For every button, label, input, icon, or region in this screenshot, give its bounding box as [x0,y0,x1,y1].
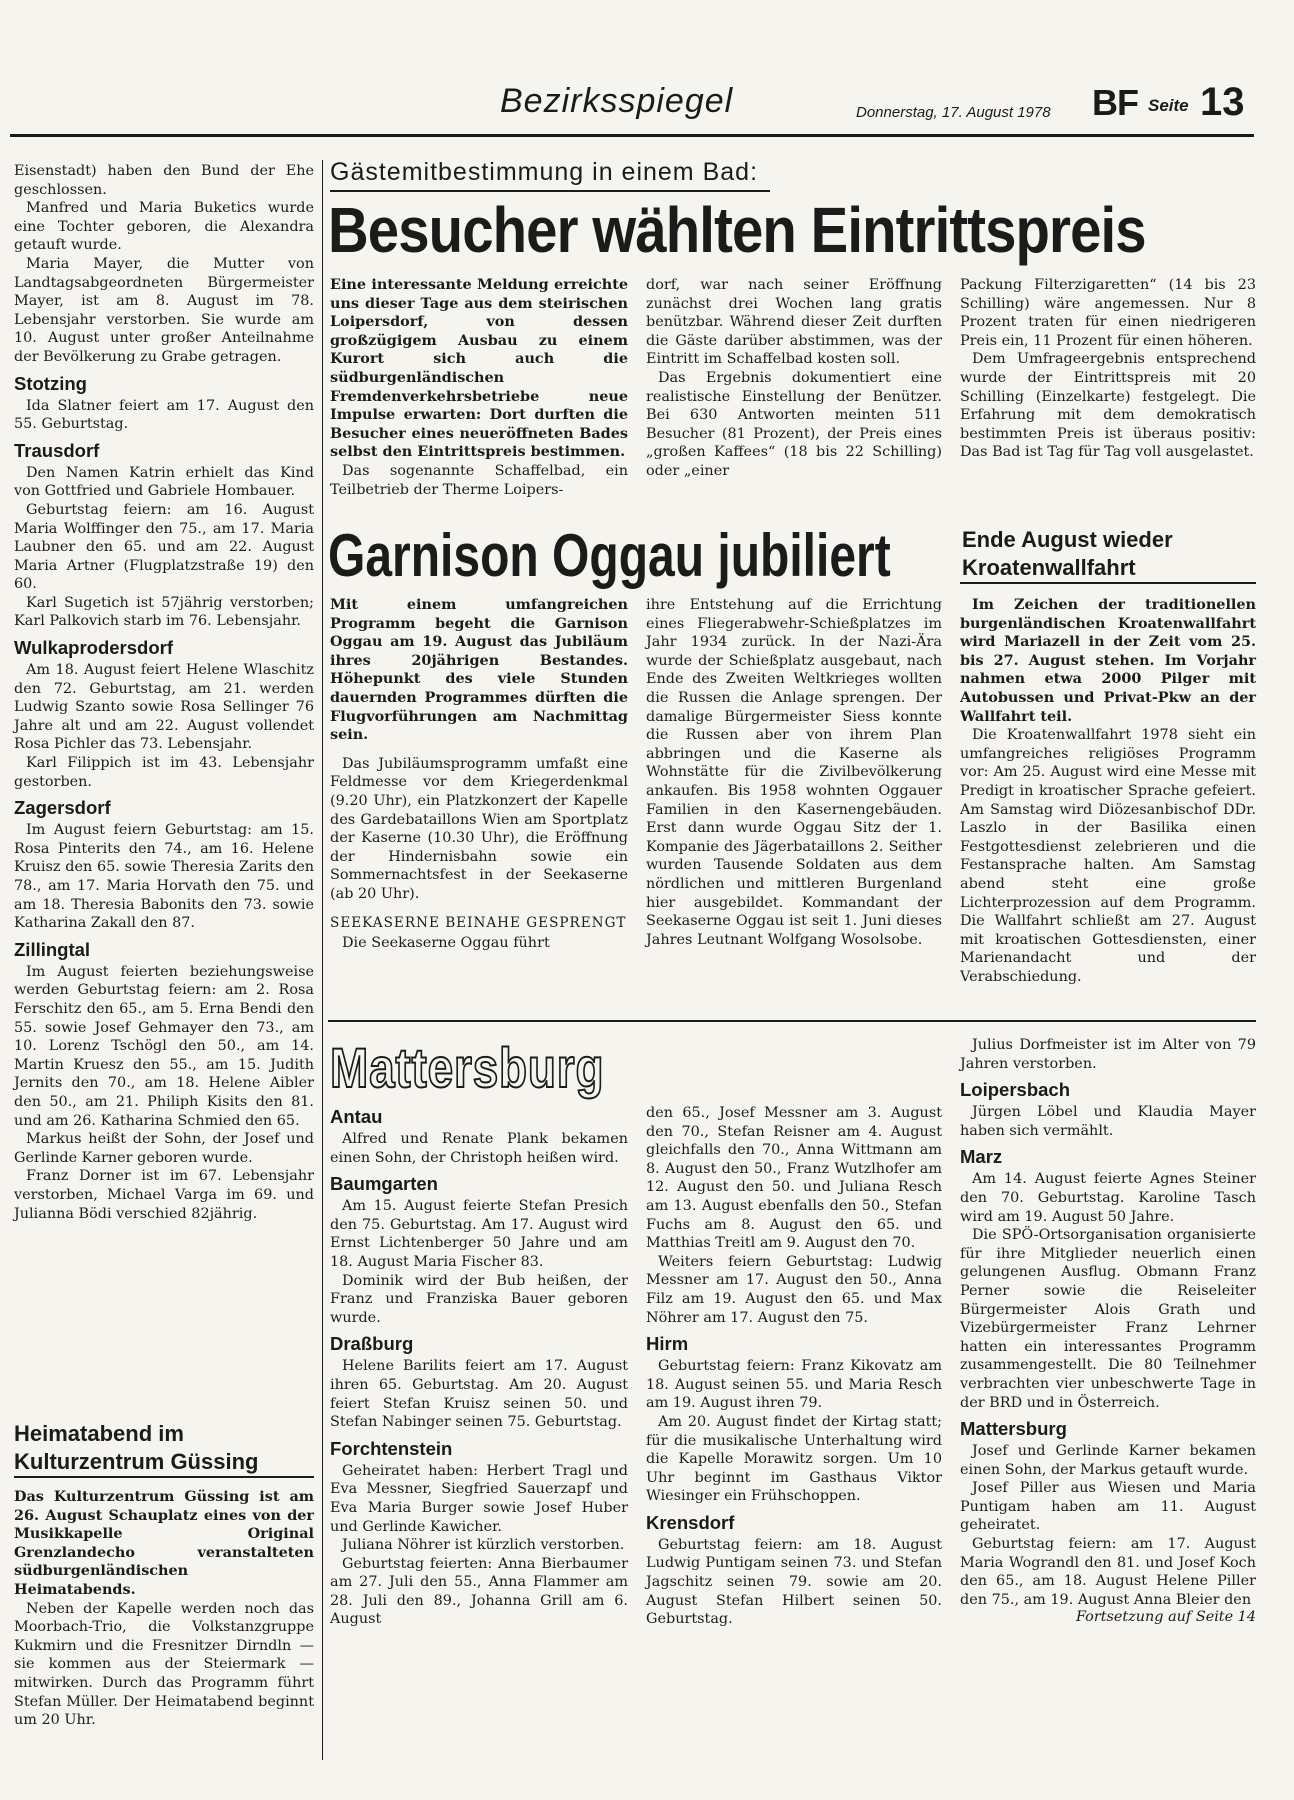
article2-body-end: Die Seekaserne Oggau führt [342,934,550,951]
local-section [14,797,314,933]
place-heading: Loipersbach [960,1079,1070,1101]
place-heading: Draßburg [330,1333,414,1355]
local-section [14,637,314,791]
intro-paragraph: Maria Mayer, die Mutter von Landtagsabgeordneten Bürgermeister Mayer, ist am 8. August im 78. Lebensjahr verstorben. Sie wurde am 10. August unter großer Anteilnahme der Bevölkerung zu Grabe getragen. [14,255,314,365]
masthead-rule [10,134,1254,137]
mattersburg-col2-sections [646,1333,942,1629]
article1-paragraph: Das Ergebnis dokumentiert eine realistische Einstellung der Benützer. Bei 630 Antworten meinten 511 Besucher (81 Prozent), der Preis eines „großen Kaffees“ (18 bis 22 Schilling) oder „einer [646,369,942,479]
box-headline-2: Kulturzentrum Güssing [14,1448,314,1478]
news-paragraph: Den Namen Katrin erhielt das Kind von Gottfried und Gabriele Hombauer. [14,464,314,500]
page-label: Seite [1148,96,1189,115]
intro-paragraph: Manfred und Maria Buketics wurde eine Tochter geboren, die Alexandra getauft wurde. [14,200,314,254]
page-number: 13 [1200,80,1245,124]
place-heading: Mattersburg [960,1418,1067,1440]
local-section [646,1333,942,1506]
article3-headline-1: Ende August wieder [962,527,1173,552]
section-separator [328,1020,1256,1022]
article2-lead: Mit einem umfangreichen Programm begeht die Garnison Oggau am 19. August das Jubiläum ihres 20jährigen Bestandes. Höhepunkt des viele Stunden dauernden Programmes dürften die Flugvorführungen am Nachmittag sein. [330,596,628,744]
mattersburg-col2-continued [646,1104,942,1327]
news-paragraph: Helene Barilits feiert am 17. August ihren 65. Geburtstag. Am 20. August feiert Stefan Kruisz seinen 50. und Stefan Nabinger seinen 75. Geburtstag. [330,1358,628,1431]
news-paragraph: Julius Dorfmeister ist im Alter von 79 Jahren verstorben. [960,1037,1256,1072]
news-paragraph: Karl Sugetich ist 57jährig verstorben; Karl Palkovich starb im 76. Lebensjahr. [14,594,314,630]
local-section [14,440,314,631]
article2-body: Das Jubiläumsprogramm umfaßt eine Feldmesse vor dem Kriegerdenkmal (9.20 Uhr), ein Platzkonzert der Kapelle des Gardebataillons Wien am Sportplatz der Kaserne (10.30 Uhr), die Eröffnung der Hindernisbahn sowie ein Sommernachtsfest in der Seekaserne (ab 20 Uhr). [330,755,628,902]
local-section [330,1173,628,1327]
local-section [14,373,314,434]
section-title: Bezirksspiegel [500,82,734,120]
news-paragraph: Am 18. August feiert Helene Wlaschitz den 72. Geburtstag, am 21. werden Ludwig Szanto sowie Rosa Sellinger 76 Jahre alt und am 22. August vollendet Rosa Pichler das 73. Lebensjahr. [14,662,314,753]
place-heading: Krensdorf [646,1511,735,1533]
news-paragraph: Franz Dorner ist im 67. Lebensjahr verstorben, Michael Varga im 69. und Julianna Bödi verschied 82jährig. [14,1168,314,1222]
news-paragraph: Karl Filippich ist im 43. Lebensjahr gestorben. [14,755,314,790]
news-paragraph: Am 14. August feierte Agnes Steiner den 70. Geburtstag. Karoline Tasch wird am 19. August 50 Jahre. [960,1171,1256,1225]
news-paragraph: Jürgen Löbel und Klaudia Mayer haben sich vermählt. [960,1104,1256,1139]
place-heading: Zagersdorf [14,797,111,819]
news-paragraph: Josef und Gerlinde Karner bekamen einen Sohn, der Markus getauft wurde. [960,1443,1256,1478]
mattersburg-col3-continued [960,1036,1256,1073]
local-section [330,1438,628,1629]
news-paragraph: Am 15. August feierte Stefan Presich den 75. Geburtstag. Am 17. August wird Ernst Lichtenberger 50 Jahre und am 18. August Maria Fischer 83. [330,1198,628,1270]
kicker-underline [330,190,770,192]
place-heading: Baumgarten [330,1173,438,1195]
article3-headline-2: Kroatenwallfahrt [960,554,1256,584]
left-intro [14,162,314,367]
news-paragraph: Die SPÖ-Ortsorganisation organisierte für ihre Mitglieder neuerlich einen gelungenen Ausflug. Obmann Franz Perner sowie die Reiseleiter Bürgermeister Alois Grath und Vizebürgermeister Franz Lehrner hatten ein interessantes Programm zusammengestellt. Die 80 Teilnehmer verbrachten vier unbeschwerte Tage in der BRD und in Österreich. [960,1227,1256,1411]
article1-col3 [960,276,1256,462]
left-column-rule [322,160,323,1760]
mattersburg-col3-sections [960,1079,1256,1609]
news-paragraph: Geburtstag feiern: am 17. August Maria Wograndl den 81. und Josef Koch den 65., am 18. August Helene Piller den 75., am 19. August Anna Bleier den [960,1536,1256,1608]
box-lead: Das Kulturzentrum Güssing ist am 26. August Schauplatz eines von der Musikkapelle Original Grenzlandecho veranstalteten südburgenländischen Heimatabends. [14,1488,314,1598]
article1-lead: Eine interessante Meldung erreichte uns dieser Tage aus dem steirischen Loipersdorf, von dessen großzügigem Ausbau zu einem Kurort sich auch die südburgenländischen Fremdenverkehrsbetriebe neue Impulse erwarten: Dort durften die Besucher eines neueröffneten Bades selbst den Eintrittspreis bestimmen. [330,276,628,461]
article3-lead: Im Zeichen der traditionellen burgenländischen Kroatenwallfahrt wird Mariazell in der Zeit vom 25. bis 27. August stehen. Im Vorjahr nahmen etwa 2000 Pilger mit Autobussen und Privat-Pkw an der Wallfahrt teil. [960,596,1256,725]
local-section [330,1333,628,1431]
place-heading: Antau [330,1106,383,1127]
news-paragraph: Juliana Nöhrer ist kürzlich verstorben. [342,1537,625,1554]
news-paragraph: Geheiratet haben: Herbert Tragl und Eva Messner, Siegfried Sauerzapf und Eva Maria Burger sowie Josef Huber und Gerlinde Kawicher. [330,1462,628,1535]
place-heading: Forchtenstein [330,1437,453,1459]
box-headline-1: Heimatabend im [14,1421,184,1446]
local-section [646,1512,942,1629]
news-paragraph: Ida Slatner feiert am 17. August den 55. Geburtstag. [14,397,314,433]
mattersburg-logo: Mattersburg [330,1036,605,1099]
local-section [330,1106,628,1167]
article2-col2 [646,596,942,949]
heimatabend-box [14,1420,314,1730]
article2-headline: Garnison Oggau jubiliert [328,522,891,589]
article1-paragraph: Dem Umfrageergebnis entsprechend wurde der Eintrittspreis mit 20 Schilling (Einzelkarte) festgelegt. Die Erfahrung mit dem demokratisch bestimmten Preis ist überaus positiv: Das Bad ist Tag für Tag voll ausgelastet. [960,351,1256,461]
article1-col2 [646,276,942,481]
newspaper-logo: BF [1092,82,1138,123]
place-heading: Marz [960,1146,1003,1168]
news-paragraph: Am 20. August findet der Kirtag statt; für die musikalische Unterhaltung wird die Kapelle Morawitz sorgen. Um 10 Uhr beginnt im Gasthaus Viktor Wiesinger ein Frühschoppen. [646,1413,942,1505]
news-paragraph: Alfred und Renate Plank bekamen einen Sohn, der Christoph heißen wird. [330,1131,628,1166]
article3-body: Die Kroatenwallfahrt 1978 sieht ein umfangreiches religiöses Programm vor: Am 25. August wird eine Messe mit Predigt in kroatischer Sprache gefeiert. Am Samstag wird Diözesanbischof DDr. Laszlo in der Basilika einen Festgottesdienst zelebrieren und die Festansprache halten. Am Samstag abend steht eine große Lichterprozession auf dem Programm. Die Wallfahrt schließt am 27. August mit kroatischen Gottesdiensten, einer Marienandacht und der Verabschiedung. [960,727,1256,985]
place-heading: Wulkaprodersdorf [14,637,173,659]
news-paragraph: Markus heißt der Sohn, der Josef und Gerlinde Karner geboren wurde. [14,1131,314,1166]
news-paragraph: Josef Piller aus Wiesen und Maria Puntigam haben am 11. August geheiratet. [960,1480,1256,1534]
issue-date: Donnerstag, 17. August 1978 [856,104,1051,121]
article1-col1 [330,276,628,499]
place-heading: Trausdorf [14,439,100,461]
article1-body: Das sogenannte Schaffelbad, ein Teilbetrieb der Therme Loipers- [330,462,628,498]
local-section [960,1079,1256,1140]
mattersburg-col2 [646,1104,942,1629]
news-paragraph: Geburtstag feiern: am 18. August Ludwig Puntigam seinen 73. und Stefan Jagschitz seinen 79. sowie am 20. August Stefan Hilbert seinen 50. Geburtstag. [646,1536,942,1628]
article3 [960,526,1256,986]
article1-paragraph: Packung Filterzigaretten“ (14 bis 23 Schilling) wäre angemessen. Nur 8 Prozent traten für einen niedrigeren Preis ein, 11 Prozent für einen höheren. [960,277,1256,349]
local-section [960,1418,1256,1609]
news-paragraph: Geburtstag feiern: Franz Kikovatz am 18. August seinen 55. und Maria Resch am 19. August ihren 79. [646,1358,942,1412]
article2-col2-text: ihre Entstehung auf die Errichtung eines Fliegerabwehr-Schießplatzes im Jahr 1934 zurück. In der Nazi-Ära wurde der Schießplatz ausgebaut, nach Ende des Zweiten Weltkrieges wollten die Russen die Anlage sprengen. Der damalige Bürgermeister Siess konnte die Russen aber von ihrem Plan abbringen und die Kaserne als Wohnstätte für die Zivilbevölkerung ankaufen. Bis 1958 wohnten Oggauer Familien in den Kasernengebäuden. Erst dann wurde Oggau Sitz der 1. Kompanie des Jägerbataillons 2. Seither wurden Tausende Soldaten aus dem nördlichen und mittleren Burgenland hier ausgebildet. Kommandant der Seekaserne Oggau ist seit 1. Juni dieses Jahres Leutnant Wolfgang Wosolsobe. [646,597,942,948]
article1-paragraph: dorf, war nach seiner Eröffnung zunächst drei Wochen lang gratis benützbar. Während dieser Zeit durften die Gäste darüber abstimmen, was der Eintritt im Schaffelbad kosten soll. [646,277,942,368]
article2-subhead: SEEKASERNE BEINAHE GESPRENGT [330,914,627,931]
news-paragraph: Geburtstag feierten: Anna Bierbaumer am 27. Juli den 55., Anna Flammer am 28. Juli den 89., Johanna Grill am 6. August [330,1555,628,1628]
news-paragraph: Im August feiern Geburtstag: am 15. Rosa Pinterits den 74., am 16. Helene Kruisz den 65. sowie Theresia Zarits den 78., am 17. Maria Horvath den 75. und am 18. Theresia Babonits den 73. sowie Katharina Zakall den 87. [14,822,314,932]
mattersburg-col1 [330,1100,628,1629]
place-heading: Hirm [646,1333,689,1355]
news-paragraph: Dominik wird der Bub heißen, der Franz und Franziska Bauer geboren wurde. [330,1272,628,1326]
news-paragraph: Geburtstag feiern: am 16. August Maria Wolffinger den 75., am 17. Maria Laubner den 65. und am 22. August Maria Artner (Flugplatzstraße 19) den 60. [14,501,314,593]
news-paragraph: Im August feierten beziehungsweise werden Geburtstag feiern: am 2. Rosa Ferschitz den 65., am 5. Erna Bendi den 55. sowie Josef Gehmayer den 73., am 10. Lorenz Tschögl den 50., am 14. Martin Kruesz den 55., am 15. Judith Jernits den 70., am 18. Helene Aibler den 50., am 21. Philiph Kisits den 81. und am 26. Katharina Schmied den 65. [14,963,314,1129]
left-column [14,162,314,1223]
intro-paragraph: Eisenstadt) haben den Bund der Ehe geschlossen. [14,163,314,198]
article1-headline: Besucher wählten Eintrittspreis [328,194,1146,266]
news-paragraph: den 65., Josef Messner am 3. August den 70., Stefan Reisner am 4. August gleichfalls den 70., Anna Wittmann am 8. August den 50., Franz Wutzlhofer am 12. August den 50. und Juliana Resch am 13. August ebenfalls den 50., Stefan Fuchs am 8. August den 65. und Matthias Treitl am 9. August den 70. [646,1105,942,1252]
article2-col1 [330,596,628,952]
local-section [960,1146,1256,1412]
local-section [14,939,314,1223]
left-local-news [14,373,314,1224]
box-body: Neben der Kapelle werden noch das Moorbach-Trio, die Volkstanzgruppe Kukmirn und die Fresnitzer Dirndln — sie kommen aus der Steiermark — mitwirken. Durch das Programm führt Stefan Müller. Der Heimatabend beginnt um 20 Uhr. [14,1600,314,1729]
place-heading: Stotzing [14,372,87,394]
article1-kicker: Gästemitbestimmung in einem Bad: [330,158,759,186]
place-heading: Zillingtal [14,938,91,960]
news-paragraph: Weiters feiern Geburtstag: Ludwig Messner am 17. August den 50., Anna Filz am 19. August den 65. und Max Nöhrer am 17. August den 75. [646,1253,942,1326]
continued-note: Fortsetzung auf Seite 14 [1075,1609,1256,1626]
mattersburg-col3 [960,1036,1256,1625]
